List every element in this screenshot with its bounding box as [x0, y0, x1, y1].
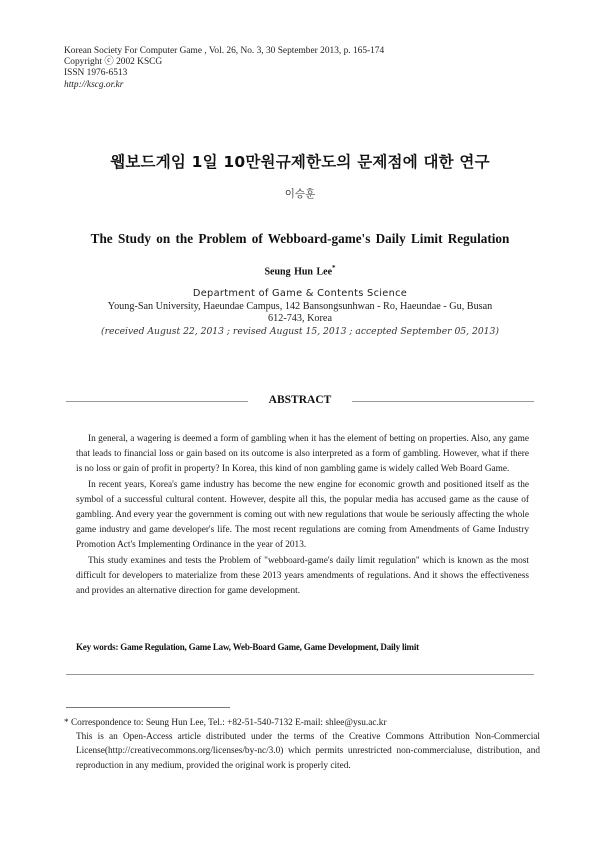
- correspondence-note: * Correspondence to: Seung Hun Lee, Tel.: +82-51-540-7132 E-mail: shlee@ysu.ac.kr: [64, 718, 387, 728]
- abstract-paragraph: In recent years, Korea's game industry has become the new engine for economic growth and positioned itself as the symbol of a successful cultural content. However, despite all this, the popular media has accused game as the cause of gambling. And every year the government is coming out with new regulations that woule be seriously affecting the whole game industry and game developer's life. The most recent regulations are coming from Amendments of Game Industry Promotion Act's Implementing Ordinance in the year of 2013.: [76, 479, 529, 551]
- license-note: This is an Open-Access article distributed under the terms of the Creative Commons Attribution Non-Commercial License(http://creativecommons.org/licenses/by-nc/3.0) which permits unrestricted non-commercialuse, distribution, and reproduction in any medium, provided the original work is properly cited.: [76, 732, 540, 771]
- address-line-2: 612-743, Korea: [268, 313, 332, 325]
- journal-masthead: [64, 46, 384, 91]
- copyright-line: Copyright ⓒ 2002 KSCG: [64, 57, 163, 68]
- keywords: Key words: Game Regulation, Game Law, Web-Board Game, Game Development, Daily limit: [76, 642, 419, 652]
- received-dates: (received August 22, 2013 ; revised August 15, 2013 ; accepted September 05, 2013): [101, 325, 499, 337]
- abstract-paragraph: In general, a wagering is deemed a form of gambling when it has the element of betting on properties. Also, any game that leads to financial loss or gain based on its outcome is also interpreted as a form of gambling. However, what if there is no loss or gain of profit in property? In Korea, this kind of non gambling game is widely called Web Board Game.: [76, 434, 529, 475]
- abstract-heading: ABSTRACT: [268, 394, 332, 406]
- footnote-rule: [66, 707, 230, 708]
- english-author: [0, 264, 600, 277]
- footnote: [64, 716, 540, 773]
- address-line-1: Young-San University, Haeundae Campus, 142 Bansongsunhwan - Ro, Haeundae - Gu, Busan: [107, 300, 493, 312]
- abstract-rule-right: [352, 401, 534, 402]
- author-name: Seung Hun Lee: [264, 266, 333, 278]
- department: Department of Game & Contents Science: [192, 288, 408, 299]
- issn-line: ISSN 1976-6513: [64, 68, 128, 79]
- english-title: The Study on the Problem of Webboard-game's Daily Limit Regulation: [90, 231, 510, 246]
- journal-url: http://kscg.or.kr: [64, 79, 124, 90]
- journal-citation: Korean Society For Computer Game , Vol. 26, No. 3, 30 September 2013, p. 165-174: [64, 46, 385, 56]
- abstract-paragraph: This study examines and tests the Problem of "webboard-game's daily limit regulation" which is known as the most difficult for developers to materialize from these 2013 years amendments of regulations. And it shows the effectiveness and provides an alternative direction for game development.: [76, 555, 529, 597]
- abstract-body: [76, 432, 529, 599]
- korean-author: 이승훈: [284, 188, 316, 200]
- korean-title: 웹보드게임 1일 10만원규제한도의 문제점에 대한 연구: [110, 153, 490, 171]
- author-footnote-mark: *: [332, 264, 336, 272]
- keywords-rule: [66, 674, 534, 675]
- affiliation: [0, 288, 600, 338]
